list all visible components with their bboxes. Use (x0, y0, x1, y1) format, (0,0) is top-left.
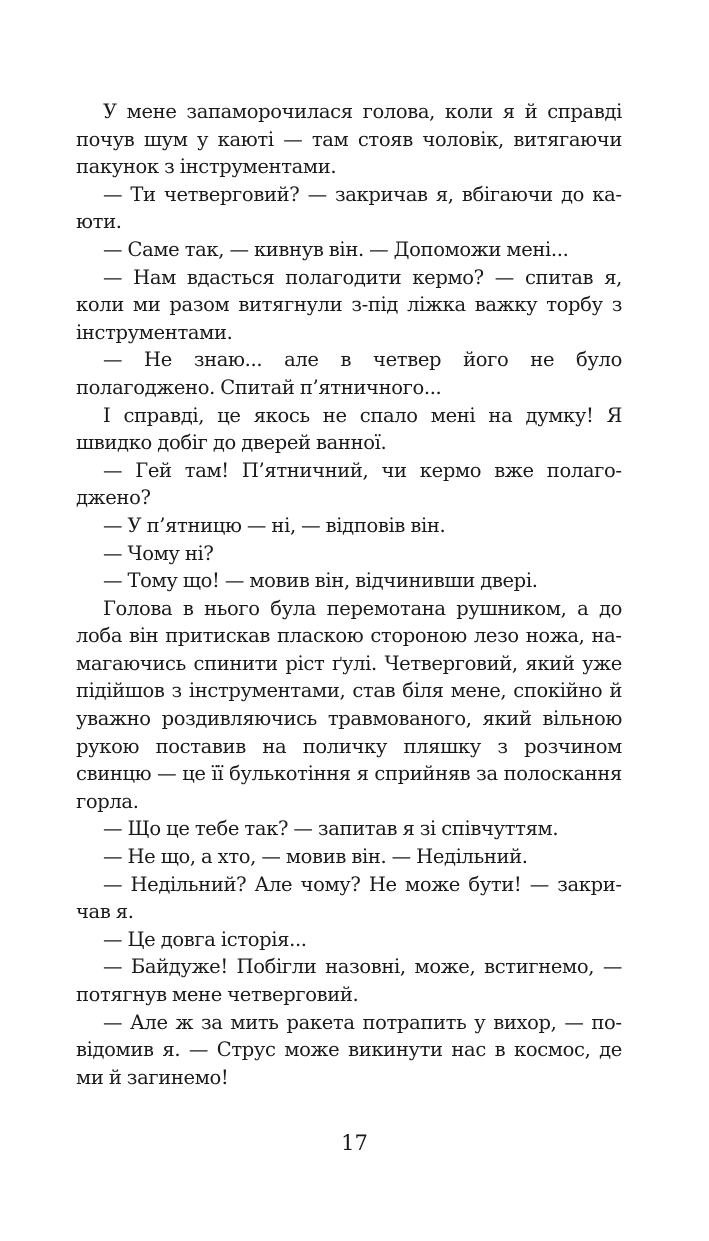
paragraph-10: — Тому що! — мовив він, відчинивши двері. (103, 569, 538, 593)
paragraph-9: — Чому ні? (103, 541, 214, 565)
paragraph-1: У мене запаморочилася голова, коли я й справді почув шум у каюті — там стояв чоловік, витягаючи пакунок з інструментами. (76, 100, 622, 179)
paragraph-2: — Ти четверговий? — закричав я, вбігаючи до каюти. (76, 182, 622, 234)
paragraph-12: — Що це тебе так? — запитав я зі співчуттям. (103, 817, 559, 841)
paragraph-5: — Не знаю... але в четвер його не було полагоджено. Спитай п’ятничного... (76, 348, 622, 399)
paragraph-6: І справді, це якось не спало мені на думку! Я швидко добіг до дверей ванної. (76, 403, 622, 455)
paragraph-17: — Але ж за мить ракета потрапить у вихор, — повідомив я. — Струс може викинути нас в космос, де ми й загинемо! (76, 1010, 622, 1089)
paragraph-16: — Байдуже! Побігли назовні, може, встигнемо, — потягнув мене четверговий. (76, 955, 622, 1006)
paragraph-13: — Не що, а хто, — мовив він. — Недільний. (103, 845, 528, 869)
page-text (76, 98, 622, 1091)
paragraph-15: — Це довга історія... (103, 927, 307, 951)
paragraph-4: — Нам вдасться полагодити кермо? — спитав я, коли ми разом витягнули з-під ліжка важку торбу з інструментами. (76, 265, 622, 344)
page-number: 17 (341, 1131, 368, 1155)
paragraph-8: — У п’ятницю — ні, — відповів він. (103, 513, 446, 537)
paragraph-11: Голова в нього була перемотана рушником, а до лоба він притискав пласкою стороною лезо ножа, намагаючись спинити ріст ґулі. Четверговий, який уже підійшов з інструментами, став біля мене, спокійно й уважно роздивляючись травмованого, який вільною рукою поставив на поличку пляшку з розчином свинцю — це її булькотіння я сприйняв за полоскання горла. (76, 596, 622, 813)
paragraph-3: — Саме так, — кивнув він. — Допоможи мені... (103, 237, 569, 261)
paragraph-14: — Недільний? Але чому? Не може бути! — закричав я. (76, 872, 622, 924)
paragraph-7: — Гей там! П’ятничний, чи кермо вже полагоджено? (76, 458, 622, 510)
